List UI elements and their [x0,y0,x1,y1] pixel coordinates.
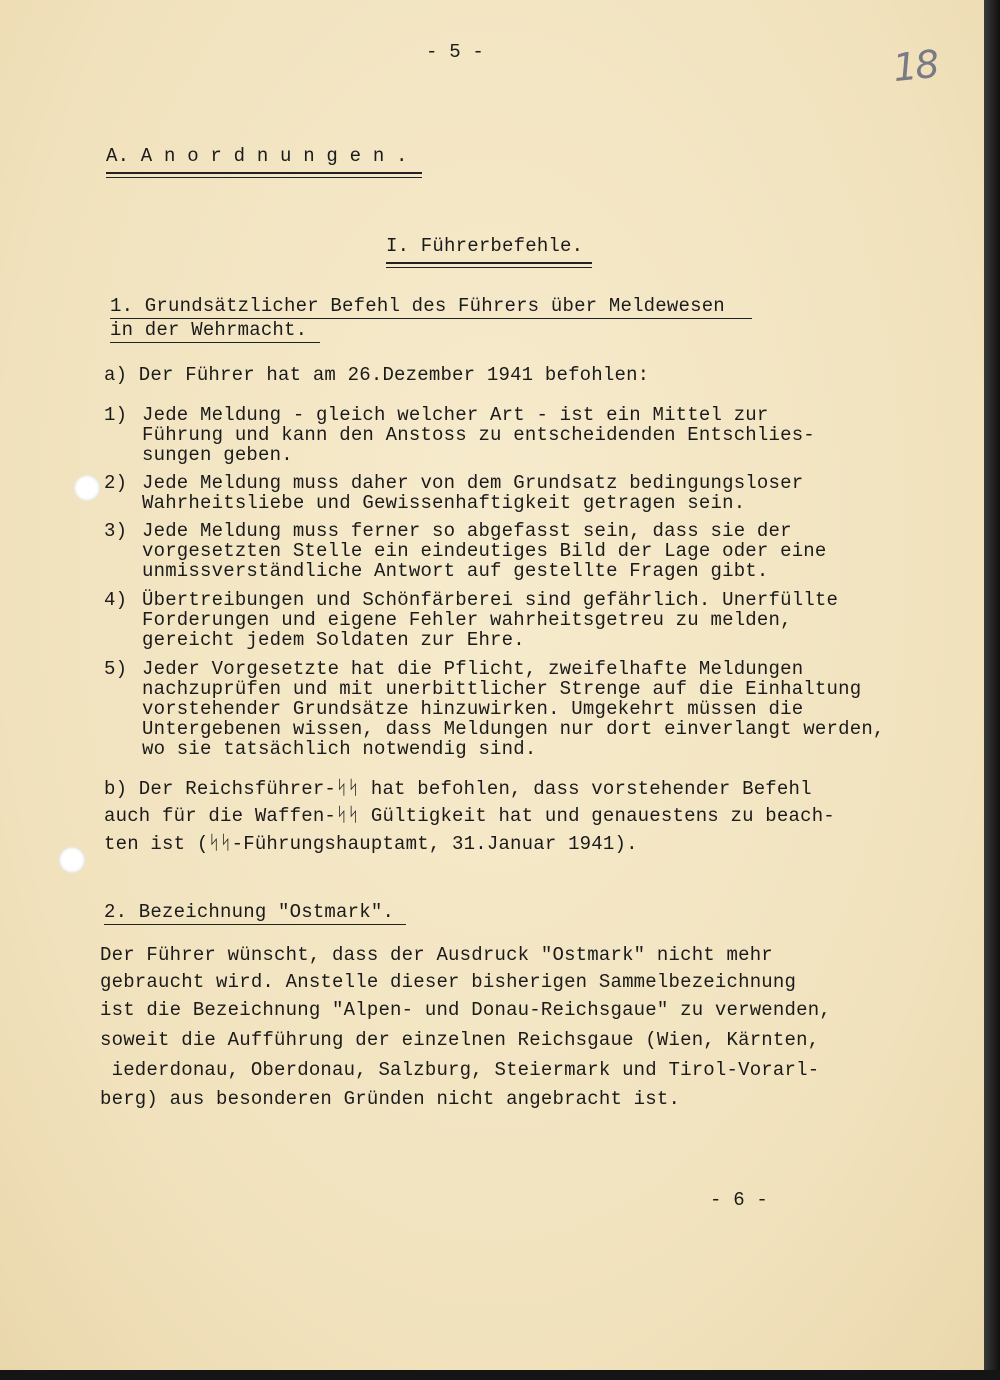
item1-intro: a) Der Führer hat am 26.Dezember 1941 befohlen: [104,364,650,386]
page-number: - 5 - [426,41,485,63]
point-line: Jede Meldung muss ferner so abgefasst sein, dass sie der [142,520,792,542]
point-line: sungen geben. [142,444,293,466]
item1-b-line: b) Der Reichsführer-ᛋᛋ hat befohlen, dass vorstehender Befehl [104,778,812,800]
point-line: wo sie tatsächlich notwendig sind. [142,738,537,760]
point-line: Jeder Vorgesetzte hat die Pflicht, zweifelhafte Meldungen [142,658,804,680]
item2-line: ist die Bezeichnung "Alpen- und Donau-Reichsgaue" zu verwenden, [100,999,831,1021]
subsection-heading: I. Führerbefehle. [386,235,584,257]
scan-edge-right [984,0,1000,1380]
point-line: Forderungen und eigene Fehler wahrheitsgetreu zu melden, [142,609,792,631]
point-line: Untergebenen wissen, dass Meldungen nur dort einverlangt werden, [142,718,885,740]
section-heading-underline-2 [106,177,422,178]
item2-line: berg) aus besonderen Gründen nicht angebracht ist. [100,1088,681,1110]
item1-title-line1: 1. Grundsätzlicher Befehl des Führers über Meldewesen [110,295,725,317]
point-line: Wahrheitsliebe und Gewissenhaftigkeit getragen sein. [142,492,746,514]
item2-line: gebraucht wird. Anstelle dieser bisherigen Sammelbezeichnung [100,971,797,993]
item2-title-underline [104,924,406,925]
point-line: unmissverständliche Antwort auf gestellte Fragen gibt. [142,560,769,582]
punch-hole-lower [59,847,85,873]
point-number: 1) [104,404,128,426]
item2-line: iederdonau, Oberdonau, Salzburg, Steiermark und Tirol-Vorarl- [100,1059,820,1081]
handwritten-folio: 18 [890,41,940,91]
point-line: Jede Meldung muss daher von dem Grundsatz bedingungsloser [142,472,804,494]
item1-b-line: auch für die Waffen-ᛋᛋ Gültigkeit hat und genauestens zu beach- [104,805,835,827]
point-number: 2) [104,472,128,494]
section-heading: A. A n o r d n u n g e n . [106,145,408,167]
item1-b-line: ten ist (ᛋᛋ-Führungshauptamt, 31.Januar 1941). [104,833,638,855]
point-line: Führung und kann den Anstoss zu entscheidenden Entschlies- [142,424,815,446]
subsection-heading-underline [386,262,592,264]
item1-title-line2: in der Wehrmacht. [110,319,308,341]
item1-title-underline2 [110,342,320,343]
point-number: 4) [104,589,128,611]
item2-title: 2. Bezeichnung "Ostmark". [104,901,395,923]
section-heading-underline [106,172,422,174]
point-number: 3) [104,520,128,542]
point-line: nachzuprüfen und mit unerbittlicher Strenge auf die Einhaltung [142,678,862,700]
point-line: Jede Meldung - gleich welcher Art - ist ein Mittel zur [142,404,769,426]
point-line: gereicht jedem Soldaten zur Ehre. [142,629,525,651]
punch-hole-upper [74,475,100,501]
item2-line: Der Führer wünscht, dass der Ausdruck "Ostmark" nicht mehr [100,944,773,966]
item2-line: soweit die Aufführung der einzelnen Reichsgaue (Wien, Kärnten, [100,1029,820,1051]
point-line: vorstehender Grundsätze hinzuwirken. Umgekehrt müssen die [142,698,804,720]
scan-edge-bottom [0,1370,1000,1380]
next-page-number: - 6 - [710,1189,769,1211]
subsection-heading-underline-2 [386,267,592,268]
point-line: Übertreibungen und Schönfärberei sind gefährlich. Unerfüllte [142,589,839,611]
point-number: 5) [104,658,128,680]
point-line: vorgesetzten Stelle ein eindeutiges Bild der Lage oder eine [142,540,827,562]
